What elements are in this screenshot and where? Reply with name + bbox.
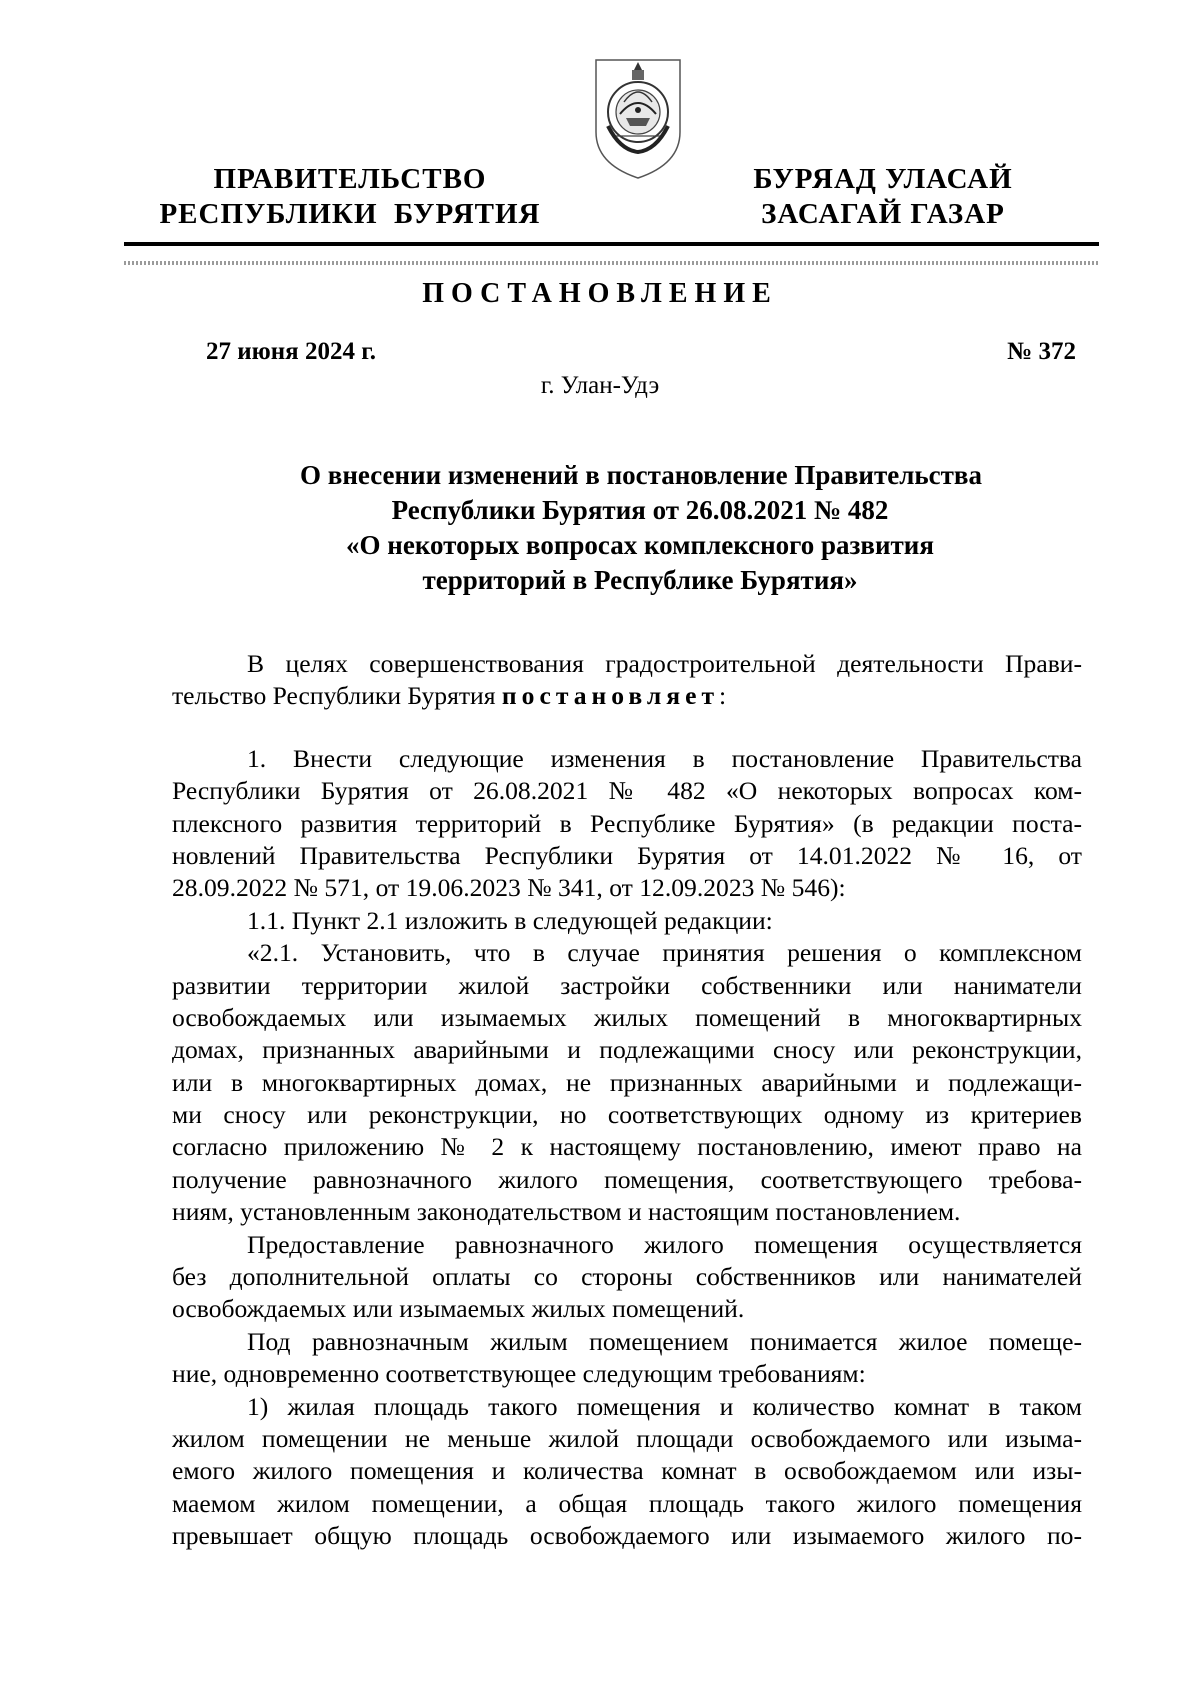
subject-line: Республики Бурятия от 26.08.2021 № 482 [391, 495, 889, 525]
preamble-verb: постановляет [501, 681, 720, 711]
org-name-ru-line2: РЕСПУБЛИКИ БУРЯТИЯ [159, 198, 541, 230]
org-name-bua-line1: БУРЯАД УЛАСАЙ [753, 163, 1013, 195]
document-body [172, 648, 1082, 1553]
paragraph-line: домах, признанных аварийными и подлежащими сносу или реконструкции, [172, 1035, 1082, 1065]
paragraph-line: «2.1. Установить, что в случае принятия решения о комплексном [247, 938, 1082, 968]
paragraph-line: новлений Правительства Республики Бурятия от 14.01.2022 № 16, от [172, 840, 1082, 870]
paragraph-line: жилом помещении не меньше жилой площади освобождаемого или изыма- [172, 1423, 1082, 1453]
preamble-line: В целях совершенствования градостроительной деятельности Прави- [247, 649, 1082, 678]
document-number: № 372 [1007, 338, 1076, 365]
preamble-tail: : [719, 681, 727, 711]
paragraph-line: 1) жилая площадь такого помещения и количество комнат в таком [247, 1391, 1082, 1421]
paragraph-line: маемом жилом помещении, а общая площадь такого жилого помещения [172, 1488, 1082, 1518]
org-name-bua-line2: ЗАСАГАЙ ГАЗАР [761, 198, 1005, 230]
document-city: г. Улан-Удэ [540, 372, 660, 399]
paragraph-line: плексного развития территорий в Республике Бурятия» (в редакции поста- [172, 808, 1082, 838]
subject-line: «О некоторых вопросах комплексного развития [346, 530, 934, 560]
org-name-ru-line1: ПРАВИТЕЛЬСТВО [213, 163, 487, 195]
paragraph-line: ние, одновременно соответствующее следующим требованиям: [172, 1359, 866, 1389]
paragraph-line: ниям, установленным законодательством и настоящим постановлением. [172, 1197, 961, 1227]
document-subject [300, 458, 980, 598]
paragraph-gap [172, 713, 1082, 743]
org-name-russian [150, 162, 550, 232]
paragraph-line: Республики Бурятия от 26.08.2021 № 482 «О некоторых вопросах ком- [172, 776, 1082, 806]
paragraph-line: 1. Внести следующие изменения в постановление Правительства [247, 743, 1082, 773]
body-paragraphs [172, 743, 1082, 1553]
paragraph-line: Предоставление равнозначного жилого помещения осуществляется [247, 1229, 1082, 1259]
paragraph-line: освобождаемых или изымаемых жилых помещений в многоквартирных [172, 1002, 1082, 1032]
document-date: 27 июня 2024 г. [206, 338, 376, 365]
paragraph-line: 28.09.2022 № 571, от 19.06.2023 № 341, от 12.09.2023 № 546): [172, 873, 846, 903]
document-type-title: ПОСТАНОВЛЕНИЕ [422, 278, 778, 309]
header-divider-dotted [124, 261, 1099, 265]
paragraph-line: 1.1. Пункт 2.1 изложить в следующей редакции: [247, 905, 773, 935]
header-divider-thick [124, 242, 1099, 246]
paragraph-line: согласно приложению № 2 к настоящему постановлению, имеют право на [172, 1132, 1082, 1162]
preamble-text: тельство Республики Бурятия [172, 681, 502, 711]
paragraph-line: ми сносу или реконструкции, но соответствующих одному из критериев [172, 1100, 1082, 1130]
org-name-buryat [718, 162, 1048, 232]
paragraph-line: получение равнозначного жилого помещения, соответствующего требова- [172, 1164, 1082, 1194]
paragraph-line: развитии территории жилой застройки собственники или наниматели [172, 970, 1082, 1000]
subject-line: территорий в Республике Бурятия» [422, 565, 858, 595]
paragraph-line: емого жилого помещения и количества комнат в освобождаемом или изы- [172, 1456, 1082, 1486]
paragraph-line: или в многоквартирных домах, не признанных аварийными и подлежащи- [172, 1067, 1082, 1097]
paragraph-line: превышает общую площадь освобождаемого или изымаемого жилого по- [172, 1521, 1082, 1551]
paragraph-line: освобождаемых или изымаемых жилых помещений. [172, 1294, 745, 1324]
paragraph-line: без дополнительной оплаты со стороны собственников или нанимателей [172, 1262, 1082, 1292]
paragraph-line: Под равнозначным жилым помещением понимается жилое помеще- [247, 1326, 1082, 1356]
coat-of-arms-emblem [590, 52, 686, 182]
preamble-line [172, 680, 1082, 712]
subject-line: О внесении изменений в постановление Правительства [300, 460, 982, 490]
